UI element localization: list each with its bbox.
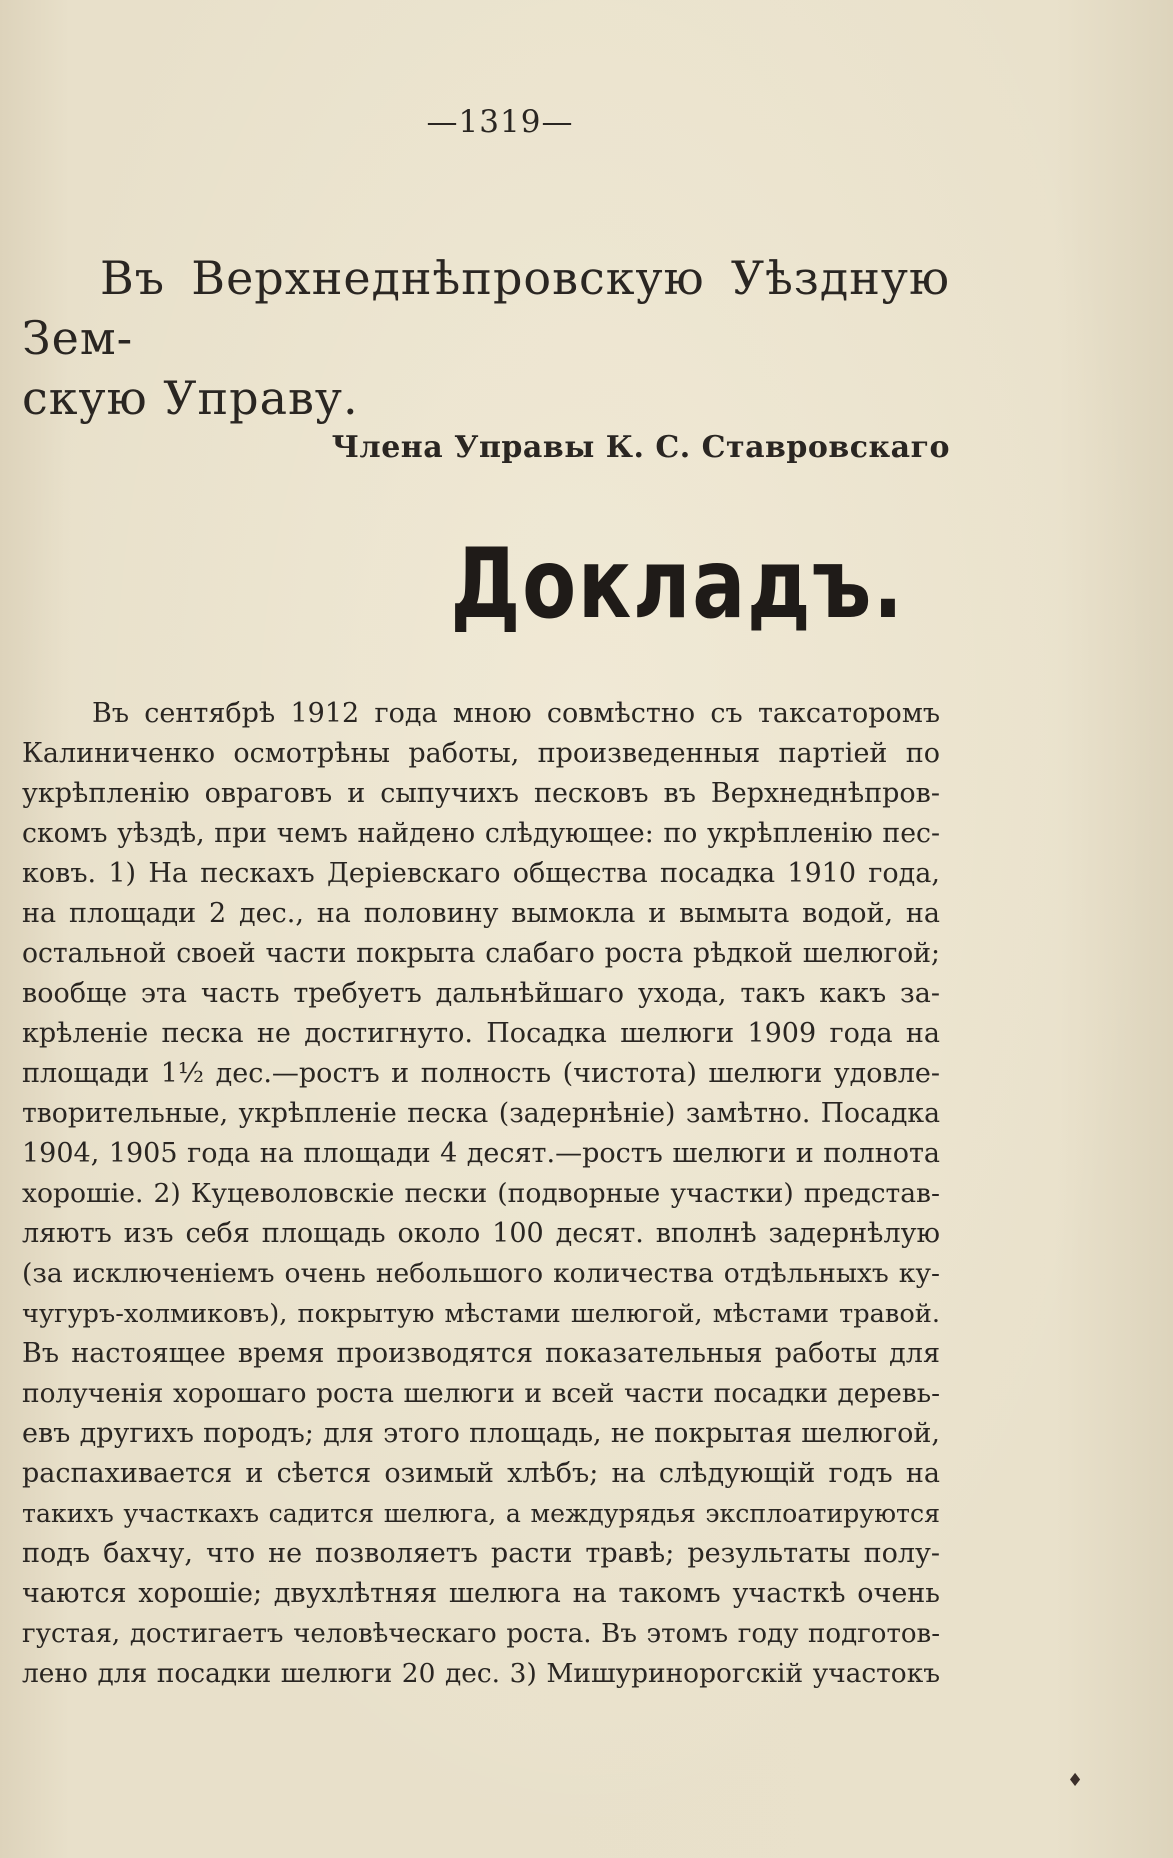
- body-text: [22, 694, 940, 1694]
- body-line: 1904, 1905 года на площади 4 десят.—ростъ шелюги и полнота: [22, 1138, 940, 1169]
- address-heading: [22, 248, 950, 428]
- body-line: чаются хорошіе; двухлѣтняя шелюга на такомъ участкѣ очень: [22, 1578, 940, 1609]
- body-line: площади 1½ дес.—ростъ и полность (чистота) шелюги удовле-: [22, 1058, 940, 1089]
- body-line: лено для посадки шелюги 20 дес. 3) Мишуринорогскій участокъ: [22, 1658, 940, 1689]
- ink-mark-icon: ♦: [1067, 1770, 1084, 1791]
- body-line: на площади 2 дес., на половину вымокла и вымыта водой, на: [22, 898, 940, 929]
- body-line: хорошіе. 2) Куцеволовскіе пески (подворные участки) представ-: [22, 1178, 940, 1209]
- body-line: такихъ участкахъ садится шелюга, а междурядья эксплоатируются: [22, 1499, 940, 1528]
- body-line: подъ бахчу, что не позволяетъ расти травѣ; результаты полу-: [22, 1538, 940, 1569]
- page-number: —1319—: [426, 104, 574, 140]
- heading-line-1: Въ Верхнеднѣпровскую Уѣздную Зем-: [22, 251, 950, 365]
- body-line: евъ другихъ породъ; для этого площадь, не покрытая шелюгой,: [22, 1418, 940, 1449]
- heading-line-2: скую Управу.: [22, 371, 359, 425]
- body-line: Въ сентябрѣ 1912 года мною совмѣстно съ таксаторомъ: [92, 698, 940, 729]
- document-title: Докладъ.: [450, 528, 905, 640]
- body-line: ляютъ изъ себя площадь около 100 десят. вполнѣ задернѣлую: [22, 1218, 940, 1249]
- body-line: (за исключеніемъ очень небольшого количества отдѣльныхъ ку-: [22, 1258, 940, 1289]
- body-line: полученія хорошаго роста шелюги и всей части посадки деревь-: [22, 1379, 940, 1409]
- body-line: распахивается и сѣется озимый хлѣбъ; на слѣдующій годъ на: [22, 1458, 940, 1489]
- body-line: Калиниченко осмотрѣны работы, произведенныя партіей по: [22, 738, 940, 769]
- body-line: остальной своей части покрыта слабаго роста рѣдкой шелюгой;: [22, 938, 940, 969]
- body-line: крѣленіе песка не достигнуто. Посадка шелюги 1909 года на: [22, 1018, 940, 1049]
- body-line: Въ настоящее время производятся показательныя работы для: [22, 1338, 940, 1369]
- body-line: укрѣпленію овраговъ и сыпучихъ песковъ въ Верхнеднѣпров-: [22, 778, 940, 809]
- body-line: скомъ уѣздѣ, при чемъ найдено слѣдующее: по укрѣпленію пес-: [22, 818, 940, 849]
- author-line: Члена Управы К. С. Ставровскаго: [331, 430, 950, 465]
- body-line: чугуръ-холмиковъ), покрытую мѣстами шелюгой, мѣстами травой.: [22, 1299, 940, 1329]
- body-line: ковъ. 1) На пескахъ Деріевскаго общества посадка 1910 года,: [22, 858, 940, 889]
- body-line: густая, достигаетъ человѣческаго роста. Въ этомъ году подготов-: [22, 1619, 940, 1649]
- body-line: творительные, укрѣпленіе песка (задернѣніе) замѣтно. Посадка: [22, 1098, 940, 1129]
- body-line: вообще эта часть требуетъ дальнѣйшаго ухода, такъ какъ за-: [22, 978, 940, 1009]
